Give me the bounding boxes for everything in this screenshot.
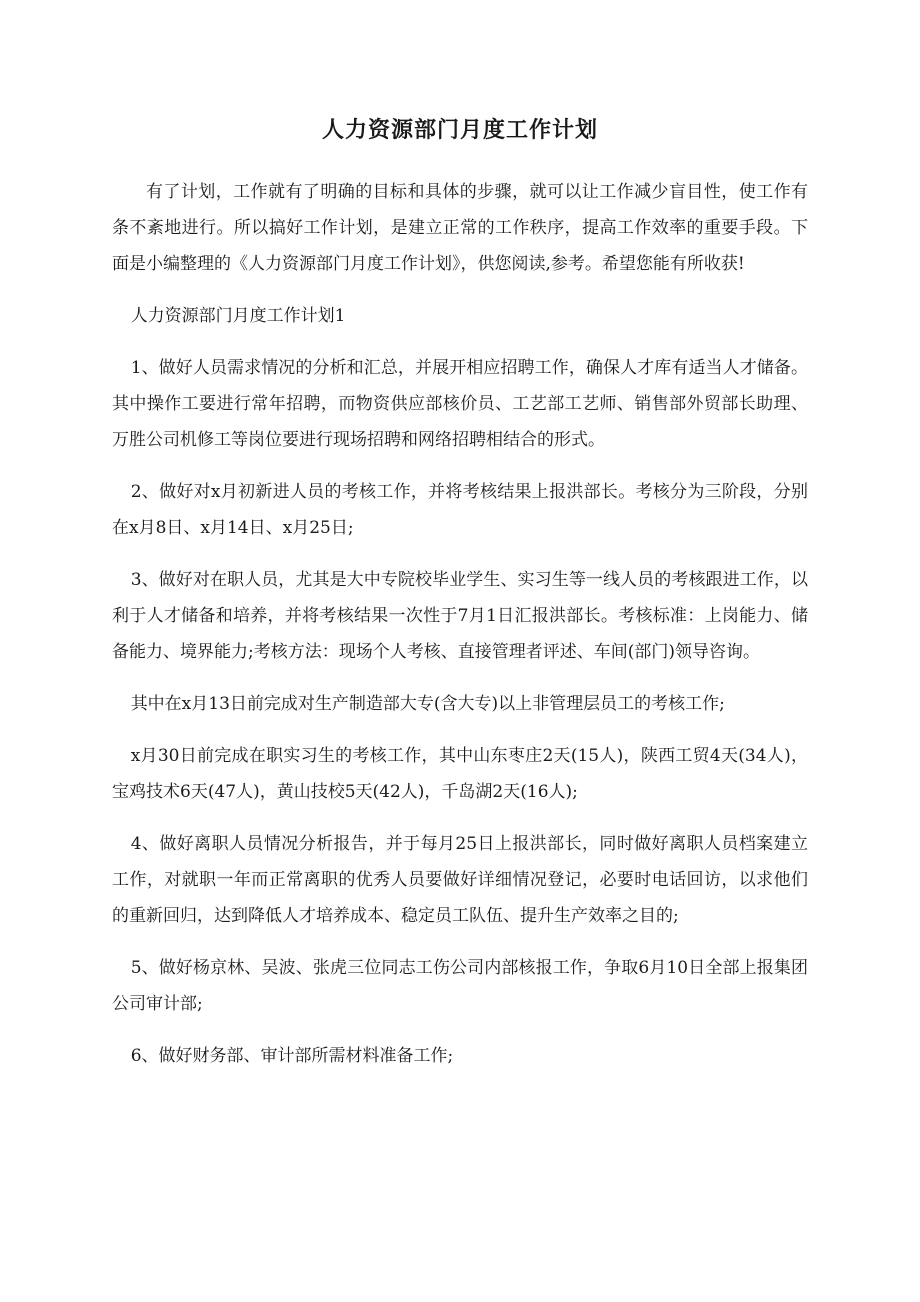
list-item-2: 2、做好对x月初新进人员的考核工作，并将考核结果上报洪部长。考核分为三阶段，分别在x月8日、x月14日、x月25日; (112, 482, 808, 538)
list-item-4: 4、做好离职人员情况分析报告，并于每月25日上报洪部长，同时做好离职人员档案建立工作，对就职一年而正常离职的优秀人员要做好详细情况登记，必要时电话回访，以求他们的重新回归，达到降低人才培养成本、稳定员工队伍、提升生产效率之目的; (112, 834, 808, 926)
document-title: 人力资源部门月度工作计划 (321, 117, 598, 143)
sub-paragraph-2: x月30日前完成在职实习生的考核工作，其中山东枣庄2天(15人)，陕西工贸4天(34人)，宝鸡技术6天(47人)，黄山技校5天(42人)，千岛湖2天(16人); (112, 746, 808, 802)
list-item-6: 6、做好财务部、审计部所需材料准备工作; (130, 1046, 454, 1066)
sub-paragraph-1: 其中在x月13日前完成对生产制造部大专(含大专)以上非管理层员工的考核工作; (130, 694, 725, 714)
list-item-5: 5、做好杨京林、吴波、张虎三位同志工伤公司内部核报工作，争取6月10日全部上报集团公司审计部; (112, 958, 808, 1014)
list-item-3: 3、做好对在职人员，尤其是大中专院校毕业学生、实习生等一线人员的考核跟进工作，以利于人才储备和培养，并将考核结果一次性于7月1日汇报洪部长。考核标准：上岗能力、储备能力、境界能力;考核方法：现场个人考核、直接管理者评述、车间(部门)领导咨询。 (112, 570, 808, 662)
intro-paragraph: 有了计划，工作就有了明确的目标和具体的步骤，就可以让工作减少盲目性，使工作有条不紊地进行。所以搞好工作计划，是建立正常的工作秩序，提高工作效率的重要手段。下面是小编整理的《人力资源部门月度工作计划》，供您阅读,参考。希望您能有所收获! (112, 182, 808, 274)
section-heading: 人力资源部门月度工作计划1 (130, 306, 346, 326)
document-body (112, 174, 808, 1090)
list-item-1: 1、做好人员需求情况的分析和汇总，并展开相应招聘工作，确保人才库有适当人才储备。其中操作工要进行常年招聘，而物资供应部核价员、工艺部工艺师、销售部外贸部长助理、万胜公司机修工等岗位要进行现场招聘和网络招聘相结合的形式。 (112, 358, 808, 450)
